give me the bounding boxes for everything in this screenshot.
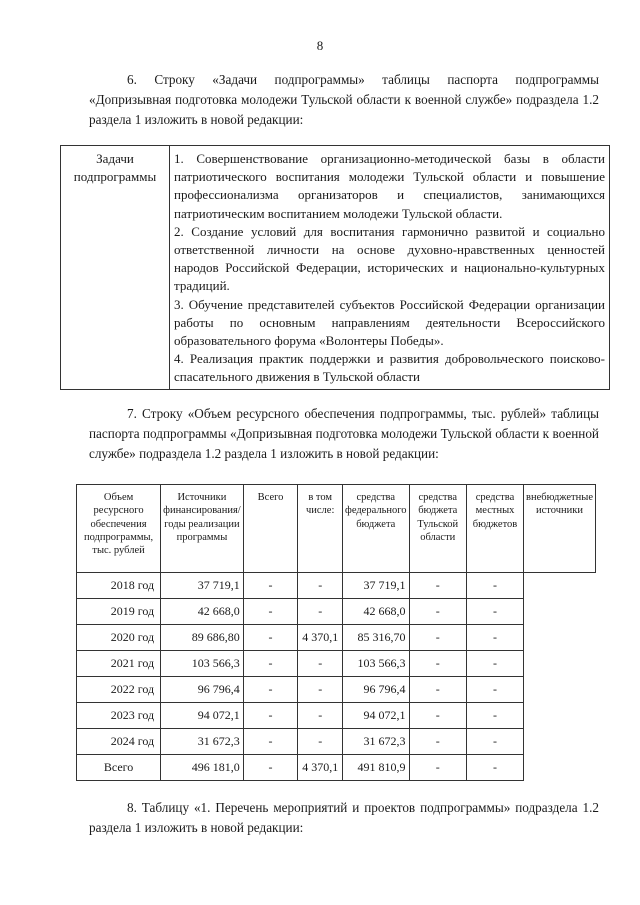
cell-extra: - (467, 755, 524, 781)
cell-total: 94 072,1 (161, 703, 244, 729)
cell-local: - (409, 703, 466, 729)
item-6-paragraph: 6. Строку «Задачи подпрограммы» таблицы паспорта подпрограммы «Допризывная подготовка молодежи Тульской области к военной службе» подраздела 1.2 раздела 1 изложить в новой редакции: (89, 72, 599, 127)
task-1: 1. Совершенствование организационно-методической базы в области патриотического воспитания молодежи Тульской области и повышение профессионализма организаторов и специалистов, занимающихся патриотическим воспитанием молодежи Тульской области. (174, 151, 605, 221)
cell-including: - (243, 729, 298, 755)
page-number: 8 (316, 38, 324, 53)
cell-regional: 491 810,9 (343, 755, 410, 781)
cell-including: - (243, 573, 298, 599)
cell-extra: - (467, 729, 524, 755)
cell-including: - (243, 599, 298, 625)
cell-extra: - (467, 599, 524, 625)
cell-regional: 37 719,1 (343, 573, 410, 599)
cell-local: - (409, 677, 466, 703)
table-row (77, 755, 596, 781)
cell-year: 2021 год (77, 651, 161, 677)
col-header-extra: внебюджетные источники (524, 485, 596, 573)
table-row (77, 599, 596, 625)
resources-row-header: Объем ресурсного обеспечения подпрограммы, тыс. рублей (77, 485, 161, 573)
cell-year: 2023 год (77, 703, 161, 729)
col-header-including: в том числе: (298, 485, 343, 573)
table-row (77, 573, 596, 599)
cell-federal: - (298, 729, 343, 755)
cell-regional: 103 566,3 (343, 651, 410, 677)
cell-year: 2018 год (77, 573, 161, 599)
cell-extra: - (467, 651, 524, 677)
cell-including: - (243, 703, 298, 729)
cell-federal: - (298, 599, 343, 625)
col-header-local: средства местных бюджетов (467, 485, 524, 573)
tasks-header-cell: Задачи подпрограммы (61, 146, 170, 390)
cell-extra: - (467, 677, 524, 703)
cell-extra: - (467, 703, 524, 729)
col-header-sources: Источники финансирования/годы реализации программы (161, 485, 244, 573)
cell-local: - (409, 625, 466, 651)
cell-including: - (243, 651, 298, 677)
table-row (77, 729, 596, 755)
task-3: 3. Обучение представителей субъектов Российской Федерации организации работы по основным направлениям деятельности Всероссийского образовательного форума «Волонтеры Победы». (174, 296, 605, 349)
tasks-table (60, 145, 610, 390)
cell-local: - (409, 755, 466, 781)
cell-total: 42 668,0 (161, 599, 244, 625)
cell-federal: 4 370,1 (298, 625, 343, 651)
cell-year: 2022 год (77, 677, 161, 703)
table-row (77, 625, 596, 651)
cell-total: 96 796,4 (161, 677, 244, 703)
cell-federal: - (298, 573, 343, 599)
table-row (77, 703, 596, 729)
col-header-regional: средства бюджета Тульской области (409, 485, 466, 573)
cell-total: 103 566,3 (161, 651, 244, 677)
cell-federal: - (298, 651, 343, 677)
cell-federal: - (298, 677, 343, 703)
col-header-total: Всего (243, 485, 298, 573)
cell-including: - (243, 677, 298, 703)
cell-regional: 85 316,70 (343, 625, 410, 651)
cell-local: - (409, 651, 466, 677)
cell-local: - (409, 729, 466, 755)
cell-total: 496 181,0 (161, 755, 244, 781)
cell-total: 37 719,1 (161, 573, 244, 599)
cell-total: 89 686,80 (161, 625, 244, 651)
cell-including: - (243, 755, 298, 781)
cell-local: - (409, 573, 466, 599)
cell-federal: 4 370,1 (298, 755, 343, 781)
cell-local: - (409, 599, 466, 625)
col-header-federal: средства федерального бюджета (343, 485, 410, 573)
cell-regional: 94 072,1 (343, 703, 410, 729)
cell-year: 2024 год (77, 729, 161, 755)
cell-year: 2019 год (77, 599, 161, 625)
cell-year: Всего (77, 755, 161, 781)
cell-regional: 96 796,4 (343, 677, 410, 703)
resources-header-row (77, 485, 596, 573)
item-8-paragraph: 8. Таблицу «1. Перечень мероприятий и проектов подпрограммы» подраздела 1.2 раздела 1 изложить в новой редакции: (89, 800, 599, 835)
item-7-paragraph: 7. Строку «Объем ресурсного обеспечения подпрограммы, тыс. рублей» таблицы паспорта подпрограммы «Допризывная подготовка молодежи Тульской области к военной службе» подраздела 1.2 раздела 1 изложить в новой редакции: (89, 406, 599, 461)
table-row (77, 651, 596, 677)
cell-including: - (243, 625, 298, 651)
cell-federal: - (298, 703, 343, 729)
tasks-body-cell (170, 146, 610, 390)
cell-regional: 31 672,3 (343, 729, 410, 755)
cell-total: 31 672,3 (161, 729, 244, 755)
cell-regional: 42 668,0 (343, 599, 410, 625)
cell-year: 2020 год (77, 625, 161, 651)
task-2: 2. Создание условий для воспитания гармонично развитой и социально ответственной личности на основе духовно-нравственных ценностей народов Российской Федерации, исторических и национально-культурных традиций. (174, 223, 605, 294)
resources-table (76, 484, 596, 781)
task-4: 4. Реализация практик поддержки и развития добровольческого поисково-спасательного движения в Тульской области (174, 351, 605, 385)
table-row (77, 677, 596, 703)
cell-extra: - (467, 625, 524, 651)
cell-extra: - (467, 573, 524, 599)
